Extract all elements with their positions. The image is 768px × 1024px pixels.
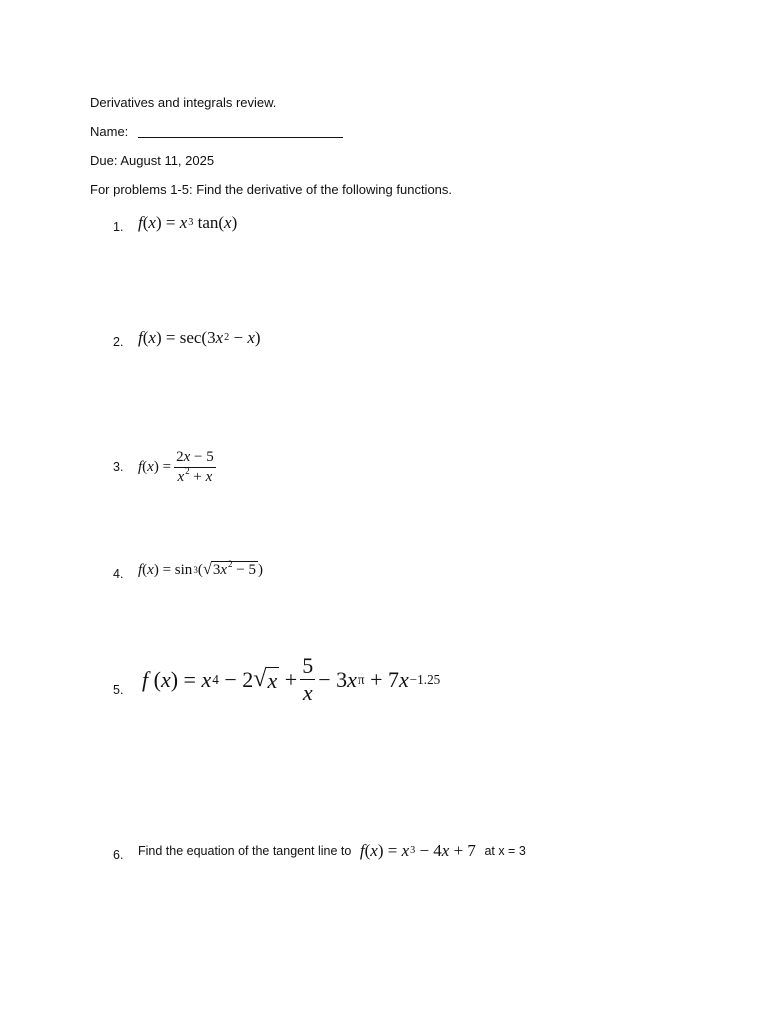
problem-5-number: 5. — [113, 683, 124, 697]
problem-6-number: 6. — [113, 848, 124, 862]
document-title: Derivatives and integrals review. — [90, 95, 277, 110]
problem-3-number: 3. — [113, 460, 124, 474]
problem-4-number: 4. — [113, 567, 124, 581]
fraction: $\frac{5}{x}$ — [302, 653, 314, 706]
name-label: Name: — [90, 124, 129, 139]
problem-5-equation: f ( x ) = x 4 − 2 √ x + $\frac{5}{x}$ − 3 x π + 7 x −1.25 — [142, 653, 441, 706]
instructions: For problems 1-5: Find the derivative of the following functions. — [90, 182, 453, 197]
problem-4-equation: f ( x ) = sin 3 ( √ $3x^2 - 5$ ) — [138, 559, 264, 578]
problem-6-text-before: Find the equation of the tangent line to — [138, 844, 352, 858]
problem-6-text-after: at x = 3 — [484, 844, 526, 858]
name-blank[interactable] — [138, 137, 343, 138]
problem-6-equation: Find the equation of the tangent line to f ( x ) = x 3 − 4 x + 7 at x = 3 — [138, 841, 526, 860]
problem-1-equation: f ( x ) = x 3 tan( x ) — [138, 213, 238, 232]
problem-3-equation: f ( x ) = $\frac{2x - 5}{x^2 + x}$ — [138, 449, 214, 485]
name-line — [90, 124, 343, 139]
fraction: $\frac{2x - 5}{x^2 + x}$ — [176, 449, 214, 485]
problem-2-number: 2. — [113, 335, 124, 349]
problem-1-number: 1. — [113, 220, 124, 234]
due-date: Due: August 11, 2025 — [90, 153, 215, 168]
sqrt: √ $3x^2 - 5$ — [202, 559, 257, 578]
problem-2-equation: f ( x ) = sec(3 x 2 − x ) — [138, 328, 261, 347]
sqrt: √ x — [253, 664, 278, 693]
